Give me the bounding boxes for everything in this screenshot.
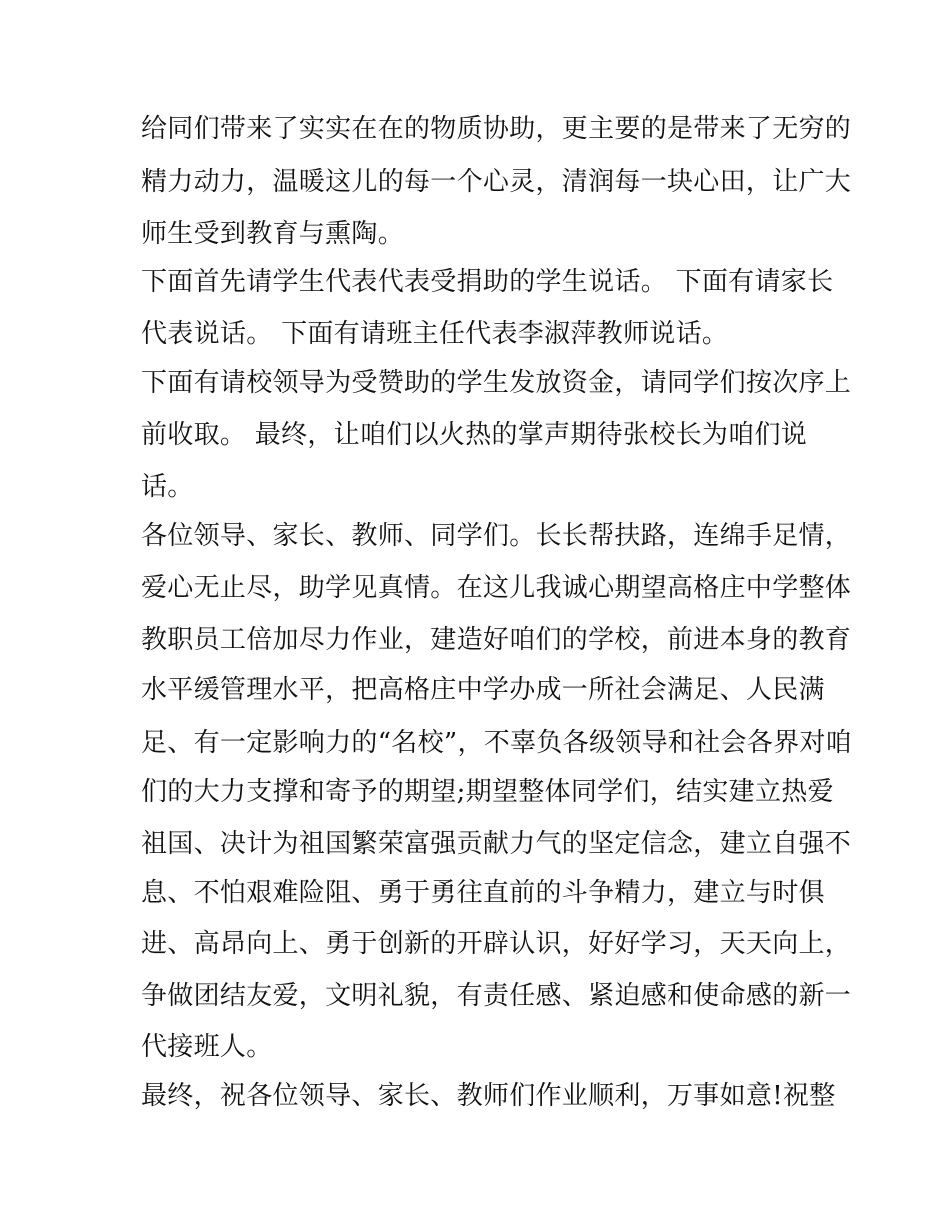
text-line: 下面首先请学生代表代表受捐助的学生说话。 下面有请家长: [141, 267, 834, 297]
text-line: 给同们带来了实实在在的物质协助，更主要的是带来了无穷的: [141, 114, 852, 144]
text-line: 前收取。 最终，让咱们以火热的掌声期待张校长为咱们说: [141, 420, 808, 450]
text-line: 争做团结友爱，文明礼貌，有责任感、紧迫感和使命感的新一: [141, 981, 852, 1011]
text-line: 话。: [141, 472, 194, 502]
text-line: 师生受到教育与熏陶。: [141, 219, 405, 249]
text-line: 最终，祝各位领导、家长、教师们作业顺利，万事如意!祝整: [141, 1081, 836, 1111]
text-line: 祖国、决计为祖国繁荣富强贡献力气的坚定信念，建立自强不: [141, 829, 852, 859]
text-line: 进、高昂向上、勇于创新的开辟认识，好好学习，天天向上，: [141, 929, 852, 959]
text-line: 水平缓管理水平，把高格庄中学办成一所社会满足、人民满: [141, 675, 825, 705]
text-line: 各位领导、家长、教师、同学们。长长帮扶路，连绵手足情，: [141, 521, 852, 551]
text-line: 精力动力，温暖这儿的每一个心灵，清润每一块心田，让广大: [141, 167, 852, 197]
text-line: 爱心无止尽，助学见真情。在这儿我诚心期望高格庄中学整体: [141, 573, 852, 603]
text-line: 息、不怕艰难险阻、勇于勇往直前的斗争精力，建立与时俱: [141, 878, 825, 908]
text-line: 代接班人。: [141, 1032, 273, 1062]
text-line: 下面有请校领导为受赞助的学生发放资金，请同学们按次序上: [141, 368, 852, 398]
text-line: 教职员工倍加尽力作业，建造好咱们的学校，前进本身的教育: [141, 625, 852, 655]
text-line: 们的大力支撑和寄予的期望;期望整体同学们，结实建立热爱: [141, 777, 834, 807]
text-line: 代表说话。 下面有请班主任代表李淑萍教师说话。: [141, 319, 729, 349]
text-line: 足、有一定影响力的“名校”，不辜负各级领导和社会各界对咱: [141, 728, 852, 758]
